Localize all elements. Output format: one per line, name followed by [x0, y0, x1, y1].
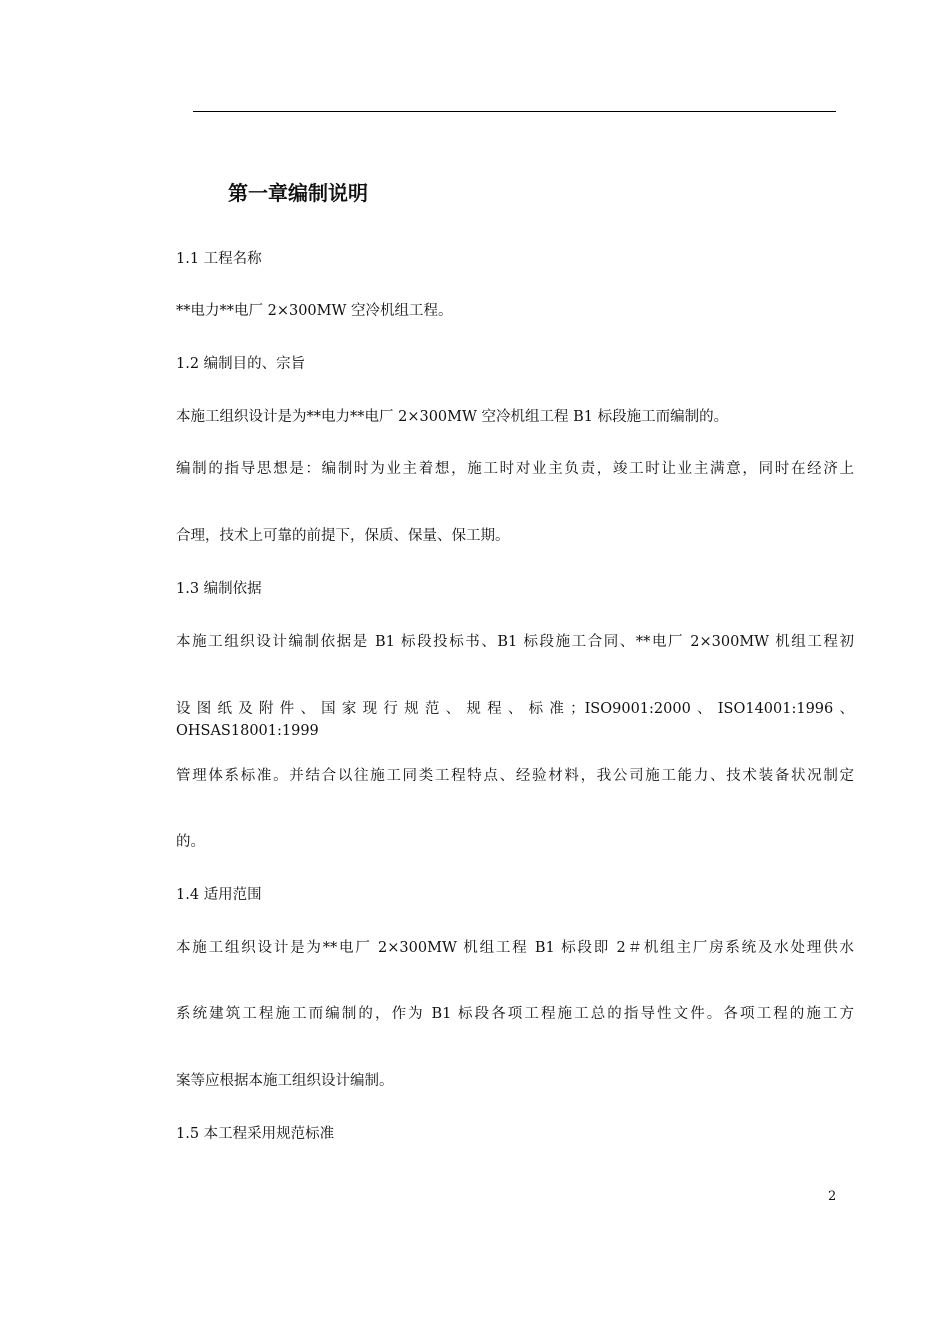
paragraph-line: 的。: [176, 834, 205, 850]
paragraph-line: 系统建筑工程施工而编制的，作为 B1 标段各项工程施工总的指导性文件。各项工程的施工方: [176, 1006, 854, 1022]
paragraph-line: 管理体系标准。并结合以往施工同类工程特点、经验材料，我公司施工能力、技术装备状况制定: [176, 768, 854, 784]
paragraph-line: 本施工组织设计是为**电厂 2×300MW 机组工程 B1 标段即 2＃机组主厂房系统及水处理供水: [176, 940, 854, 956]
paragraph-line: 设图纸及附件、国家现行规范、规程、标准；ISO9001:2000、ISO14001:1996、OHSAS18001:1999: [176, 701, 854, 739]
paragraph-line: 案等应根据本施工组织设计编制。: [176, 1073, 394, 1089]
section-heading-1-1: 1.1 工程名称: [176, 251, 262, 267]
paragraph-line: 本施工组织设计编制依据是 B1 标段投标书、B1 标段施工合同、**电厂 2×300MW 机组工程初: [176, 634, 854, 650]
section-heading-1-4: 1.4 适用范围: [176, 887, 262, 903]
section-heading-1-3: 1.3 编制依据: [176, 581, 262, 597]
chapter-title: 第一章编制说明: [228, 181, 368, 205]
paragraph-line: **电力**电厂 2×300MW 空冷机组工程。: [176, 303, 453, 319]
section-heading-1-5: 1.5 本工程采用规范标准: [176, 1126, 335, 1142]
paragraph-line: 合理，技术上可靠的前提下，保质、保量、保工期。: [176, 528, 510, 544]
section-heading-1-2: 1.2 编制目的、宗旨: [176, 356, 306, 372]
paragraph-line: 编制的指导思想是：编制时为业主着想，施工时对业主负责，竣工时让业主满意，同时在经济上: [176, 461, 854, 477]
header-rule: [193, 111, 836, 112]
page-number: 2: [828, 1189, 837, 1204]
paragraph-line: 本施工组织设计是为**电力**电厂 2×300MW 空冷机组工程 B1 标段施工而编制的。: [176, 409, 729, 425]
